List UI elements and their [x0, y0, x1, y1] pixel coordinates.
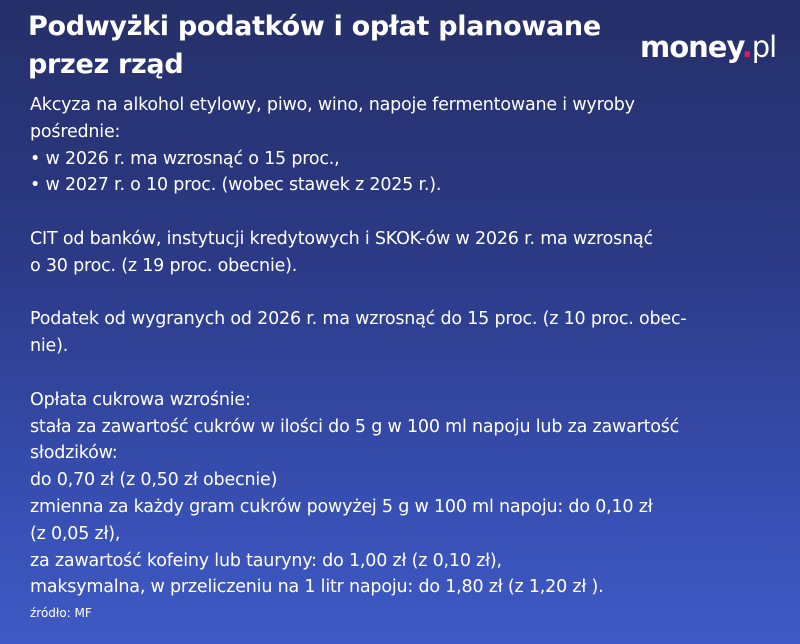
- text-line: CIT od banków, instytucji kredytowych i SKOK-ów w 2026 r. ma wzrosnąć: [30, 228, 653, 249]
- text-line: za zawartość kofeiny lub tauryny: do 1,00 zł (z 0,10 zł),: [30, 550, 502, 571]
- text-line: Podatek od wygranych od 2026 r. ma wzrosnąć do 15 proc. (z 10 proc. obec-: [30, 309, 687, 330]
- section-gap: [30, 199, 780, 226]
- text-line: Akcyza na alkohol etylowy, piwo, wino, napoje fermentowane i wyroby: [30, 95, 635, 115]
- logo-tld: pl: [751, 30, 777, 64]
- logo-brand: money: [640, 30, 742, 64]
- text-line: zmienna za każdy gram cukrów powyżej 5 g w 100 ml napoju: do 0,10 zł: [30, 496, 653, 517]
- section-gap: [30, 360, 780, 387]
- logo-dot: .: [741, 30, 752, 64]
- text-line: pośrednie:: [30, 121, 121, 142]
- text-line: (z 0,05 zł),: [30, 523, 121, 544]
- text-line: • w 2027 r. o 10 proc. (wobec stawek z 2025 r.).: [30, 175, 442, 196]
- text-line: • w 2026 r. ma wzrosnąć o 15 proc.,: [30, 148, 340, 169]
- text-line: stała za zawartość cukrów w ilości do 5 g w 100 ml napoju lub za zawartość: [30, 416, 680, 437]
- text-line: nie).: [30, 336, 69, 357]
- section-gap: [30, 280, 780, 307]
- money-pl-logo: [640, 30, 776, 64]
- page-title: Podwyżki podatków i opłat planowane przez rząd: [28, 11, 601, 80]
- text-line: do 0,70 zł (z 0,50 zł obecnie): [30, 470, 278, 491]
- text-line: słodzików:: [30, 443, 118, 464]
- content-body: [30, 92, 780, 601]
- text-line: o 30 proc. (z 19 proc. obecnie).: [30, 255, 298, 276]
- text-line: maksymalna, w przeliczeniu na 1 litr napoju: do 1,80 zł (z 1,20 zł ).: [30, 577, 604, 598]
- source-note: źródło: MF: [30, 606, 92, 620]
- text-line: Opłata cukrowa wzrośnie:: [30, 389, 251, 410]
